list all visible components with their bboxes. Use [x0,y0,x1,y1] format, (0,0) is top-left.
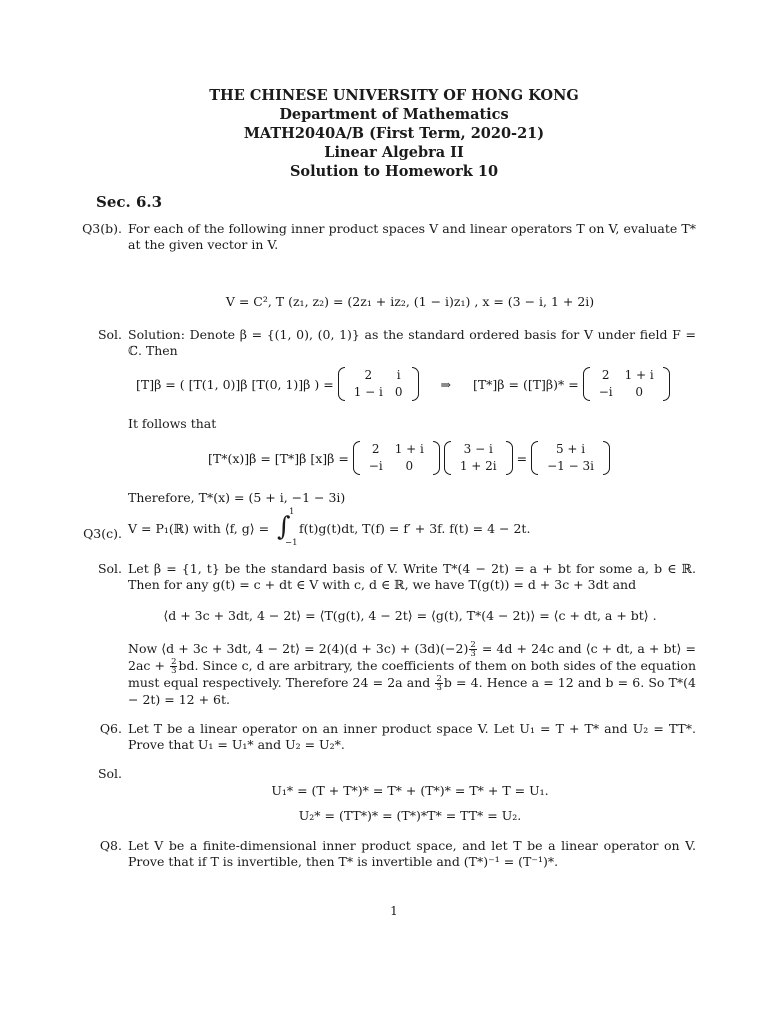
q3c-p2-c: bd. Since c, d are arbitrary, the coefficients of them on both sides of the equation must equal respectively. Therefore 24 = 2a and [128,658,696,690]
question-text-q6: Let T be a linear operator on an inner product space V. Let U₁ = T + T* and U₂ = TT*. Prove that U₁ = U₁* and U₂ = U₂*. [128,721,696,753]
integral-lower-limit: −1 [285,538,298,548]
matrix-T [338,367,419,401]
matrix-T-adjoint-row [363,441,430,458]
equals-sign: = [516,450,528,466]
fraction-numerator: 2 [470,640,476,650]
q3b-follows-text: It follows that [128,416,217,431]
q3c-p2-b: = 4d + 24c and ⟨c + dt, a + bt⟩ = 2ac + [128,641,696,673]
q6-equation-1: U₁* = (T + T*)* = T* + (T*)* = T* + T = U₁. [271,783,549,798]
q3b-matrix-equation [136,367,670,401]
section-heading: Sec. 6.3 [96,193,163,211]
q3c-display-equation: ⟨d + 3c + 3dt, 4 − 2t⟩ = ⟨T(g(t), 4 − 2t⟩ = ⟨g(t), T*(4 − 2t)⟩ = ⟨c + dt, a + bt⟩ . [163,608,657,623]
fraction-numerator: 2 [171,657,177,667]
matrix-T-adjoint-row [593,367,660,384]
q6-equation-2: U₂* = (TT*)* = (T*)*T* = TT* = U₂. [298,808,522,823]
q3b-product-equation [208,441,610,475]
matrix-T-adjoint [583,367,670,401]
matrix-T-adjoint-entry: −i [368,459,383,473]
matrix-T-adjoint-entry: 0 [405,459,414,473]
fraction-two-thirds [435,675,442,692]
T-beta-expression: [T]β = ( [T(1, 0)]β [T(0, 1)]β ) = [136,376,334,392]
solution-label-q3c: Sol. [97,561,122,576]
question-text-q3b: For each of the following inner product spaces V and linear operators T on V, evaluate T* at the given vector in V. [128,221,696,253]
q3c-p2-d: b = 4. Hence a = 12 and b = 6. So T*(4 − 2t) = 12 + 6t. [128,675,697,707]
matrix-T-adjoint-entry: 1 + i [394,442,424,456]
document-header [0,86,768,181]
vector-result [531,441,610,475]
q3c-solution-part1: Let β = {1, t} be the standard basis of V. Write T*(4 − 2t) = a + bt for some a, b ∈ ℝ. Then for any g(t) = c + dt ∈ V with c, d ∈ ℝ, we have T(g(t)) = d + 3c + 3dt and [128,561,696,593]
matrix-T-adjoint-entry: 2 [371,442,380,456]
vector-x-entry: 1 + 2i [459,459,497,473]
page-number: 1 [390,904,398,918]
solution-label-q6: Sol. [97,766,122,781]
vector-x-row [454,441,503,458]
matrix-T-entry: 1 − i [353,385,383,399]
question-label-q8: Q8. [99,838,122,853]
Tstar-beta-expression: [T*]β = ([T]β)* = [472,376,579,392]
q3c-p2-a: Now ⟨d + 3c + 3dt, 4 − 2t⟩ = 2(4)(d + 3c) + (3d)(−2) [128,641,469,656]
fraction-denominator: 3 [436,683,442,693]
course-title: Linear Algebra II [324,144,464,161]
question-text-q8: Let V be a finite-dimensional inner product space, and let T be a linear operator on V. Prove that if T is invertible, then T* is invertible and (T*)⁻¹ = (T⁻¹)*. [128,838,696,870]
matrix-T-entry: 0 [394,385,403,399]
fraction-numerator: 2 [436,674,442,684]
vector-result-entry: 5 + i [555,442,586,456]
matrix-T-adjoint-row [593,384,660,401]
integral-sign: ∫ 1 −1 [277,507,298,548]
fraction-denominator: 3 [171,666,177,676]
matrix-T-adjoint-entry: 1 + i [624,368,654,382]
q3c-solution-part2 [128,641,696,708]
solution-label-q3b: Sol. [97,327,122,342]
question-label-q3b: Q3(b). [82,221,122,236]
vector-x-entry: 3 − i [463,442,493,456]
matrix-T-adjoint-entry: 0 [635,385,643,399]
university-name: THE CHINESE UNIVERSITY OF HONG KONG [209,87,579,104]
q3c-text-pre: V = P₁(ℝ) with ⟨f, g⟩ = [128,520,270,536]
fraction-two-thirds [469,641,476,658]
vector-x [444,441,513,475]
matrix-T-adjoint-entry: 2 [601,368,610,382]
department-name: Department of Mathematics [279,106,509,123]
q3c-text-post: f(t)g(t)dt, T(f) = f′ + 3f. f(t) = 4 − 2t. [299,520,531,536]
implies-symbol: ⇒ [440,376,451,392]
question-label-q6: Q6. [99,721,122,736]
document-title: Solution to Homework 10 [289,163,499,180]
question-text-q3c [128,507,531,548]
question-label-q3c: Q3(c). [83,526,122,541]
vector-result-entry: −1 − 3i [547,459,594,473]
matrix-T-adjoint-entry: −i [598,385,613,399]
fraction-two-thirds [170,658,177,675]
q3b-therefore: Therefore, T*(x) = (5 + i, −1 − 3i) [128,490,346,505]
Tstar-x-expression: [T*(x)]β = [T*]β [x]β = [208,450,349,466]
vector-result-row [541,458,600,475]
vector-result-row [541,441,600,458]
matrix-T-row [348,367,409,384]
matrix-T-entry: i [396,368,401,382]
integral-upper-limit: 1 [289,507,295,517]
q3b-given-equation: V = C², T (z₁, z₂) = (2z₁ + iz₂, (1 − i)z₁) , x = (3 − i, 1 + 2i) [225,294,595,309]
matrix-T-adjoint-2 [353,441,440,475]
course-code: MATH2040A/B (First Term, 2020-21) [243,125,545,142]
fraction-denominator: 3 [470,649,476,659]
q3b-solution-intro: Solution: Denote β = {(1, 0), (0, 1)} as the standard ordered basis for V under field F = ℂ. Then [128,327,696,359]
matrix-T-row [348,384,409,401]
vector-x-row [454,458,503,475]
matrix-T-adjoint-row [363,458,430,475]
matrix-T-entry: 2 [364,368,373,382]
